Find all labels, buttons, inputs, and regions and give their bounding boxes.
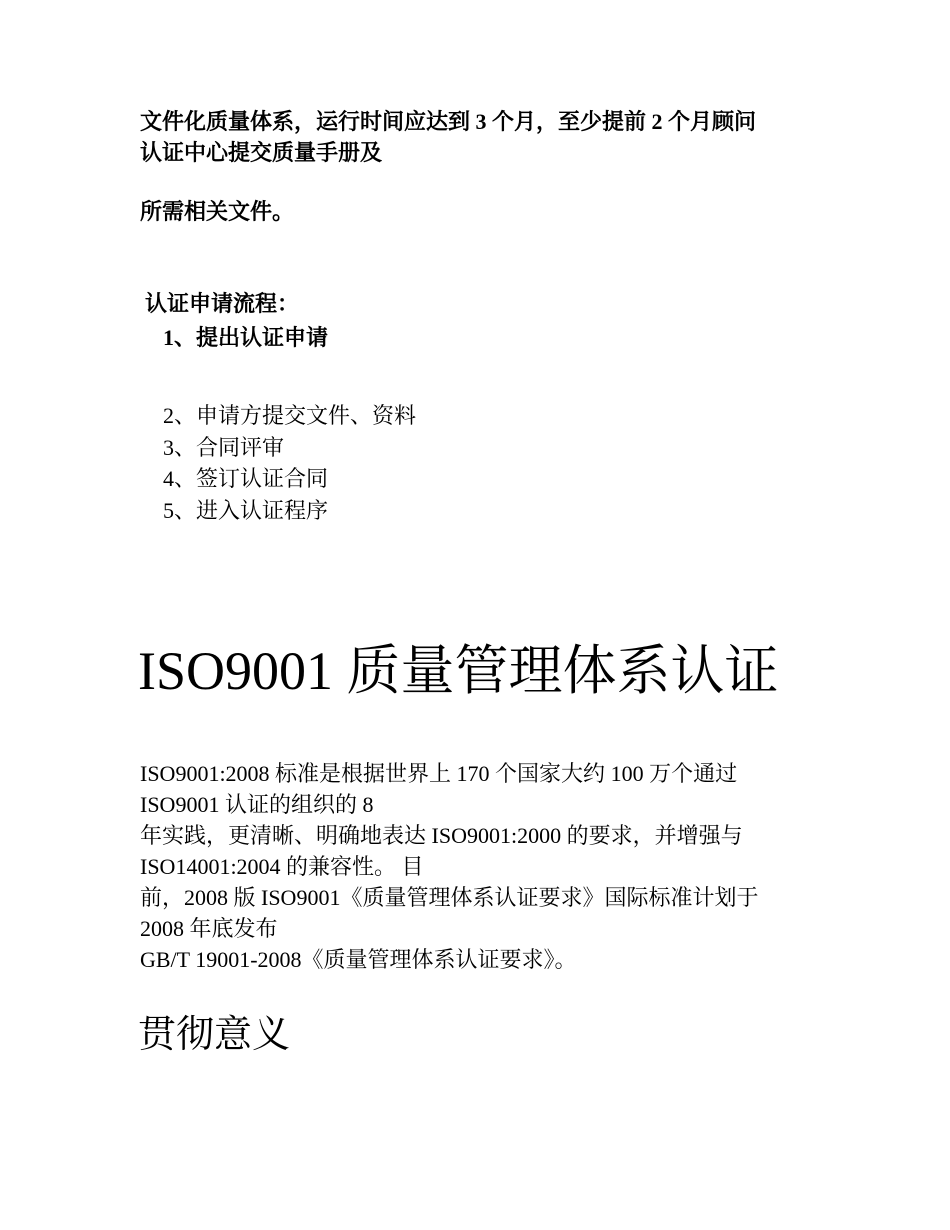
list-item: 4、签订认证合同 — [163, 466, 329, 491]
section-paragraph — [140, 758, 820, 975]
intro-line-1: 文件化质量体系，运行时间应达到 3 个月，至少提前 2 个月顾问 — [140, 109, 757, 134]
paragraph-line: GB/T 19001-2008《质量管理体系认证要求》。 — [140, 947, 577, 972]
intro-line-3: 所需相关文件。 — [140, 199, 295, 224]
list-item: 5、进入认证程序 — [163, 497, 329, 523]
section-title: ISO9001 质量管理体系认证 — [138, 641, 779, 701]
list-item: 2、申请方提交文件、资料 — [163, 403, 417, 428]
flow-steps-list — [163, 400, 416, 526]
intro-paragraph — [140, 106, 820, 227]
paragraph-line: 2008 年底发布 — [140, 916, 278, 941]
paragraph-line: ISO9001 认证的组织的 8 — [140, 792, 374, 817]
intro-line-2: 认证中心提交质量手册及 — [140, 140, 383, 165]
subsection-title: 贯彻意义 — [138, 1014, 291, 1056]
list-item: 3、合同评审 — [163, 434, 285, 460]
flow-heading: 认证申请流程： — [145, 291, 300, 316]
paragraph-line: 前，2008 版 ISO9001《质量管理体系认证要求》国际标准计划于 — [140, 885, 759, 910]
paragraph-line: ISO9001:2008 标准是根据世界上 170 个国家大约 100 万个通过 — [140, 761, 738, 786]
flow-step-1: 1、提出认证申请 — [163, 325, 329, 350]
paragraph-line: ISO14001:2004 的兼容性。 目 — [140, 854, 424, 879]
paragraph-line: 年实践，更清晰、明确地表达 ISO9001:2000 的要求，并增强与 — [140, 823, 743, 848]
